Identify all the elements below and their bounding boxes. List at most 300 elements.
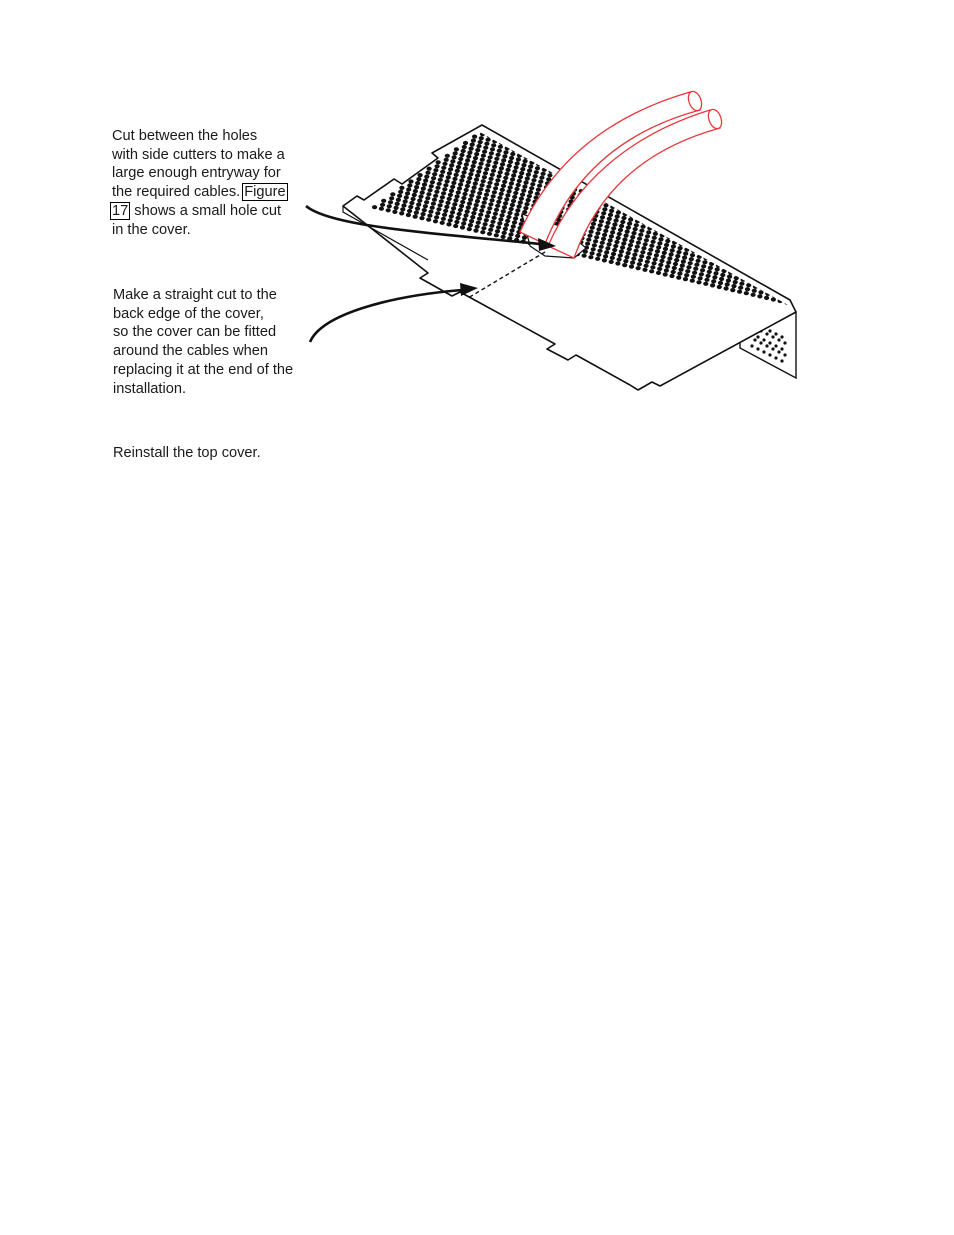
perforation-hole	[661, 229, 666, 233]
perforation-hole	[845, 242, 850, 246]
perforation-hole	[609, 260, 614, 264]
perforation-hole	[607, 191, 612, 195]
perforation-hole	[620, 173, 625, 177]
perforation-hole	[473, 156, 478, 160]
perforation-hole	[685, 222, 690, 226]
perforation-hole	[835, 227, 840, 231]
perforation-hole	[688, 261, 693, 265]
perforation-hole	[621, 169, 626, 173]
perforation-hole	[760, 235, 765, 239]
perforation-hole	[841, 229, 846, 233]
perforation-hole	[459, 204, 464, 208]
perforation-hole	[648, 222, 653, 226]
perforation-hole	[776, 230, 781, 234]
perforation-hole	[599, 245, 604, 249]
perforation-hole	[704, 205, 709, 209]
perforation-hole	[683, 179, 688, 183]
perforation-hole	[721, 269, 726, 273]
perforation-hole	[634, 172, 639, 176]
perforation-hole	[434, 215, 439, 219]
perforation-hole	[644, 213, 649, 217]
perforation-hole	[573, 158, 578, 162]
perforation-hole	[610, 256, 615, 260]
perforation-hole	[669, 201, 674, 205]
perforation-hole	[492, 165, 497, 169]
figure-reference-link-number[interactable]: 17	[112, 202, 129, 219]
perforation-hole	[624, 208, 629, 212]
perforation-hole	[649, 197, 654, 201]
perforation-hole	[612, 248, 617, 252]
perforation-hole	[784, 254, 789, 258]
perforation-hole	[459, 178, 464, 182]
perforation-hole	[579, 164, 584, 168]
perforation-hole	[871, 227, 876, 231]
perforation-hole	[547, 199, 552, 203]
perforation-hole	[609, 234, 614, 238]
perforation-hole	[853, 240, 858, 244]
perforation-hole	[804, 207, 809, 211]
perforation-hole	[772, 293, 777, 297]
perforation-hole	[788, 238, 793, 242]
perforation-hole	[667, 184, 672, 188]
perforation-hole	[476, 170, 481, 174]
perforation-hole	[855, 232, 860, 236]
perforation-hole	[638, 258, 643, 262]
perforation-hole	[617, 257, 622, 261]
perforation-hole	[639, 229, 644, 233]
perforation-hole	[615, 261, 620, 265]
perforation-hole	[751, 267, 756, 271]
perforation-hole	[686, 265, 691, 269]
flange-hole	[756, 347, 759, 350]
perforation-hole	[812, 256, 817, 260]
perforation-hole	[481, 179, 486, 183]
perforation-hole	[803, 262, 808, 266]
perforation-hole	[731, 212, 736, 216]
perforation-hole	[587, 187, 592, 191]
perforation-hole	[645, 260, 650, 264]
perforation-hole	[752, 263, 757, 267]
perforation-hole	[701, 239, 706, 243]
perforation-hole	[623, 186, 628, 190]
perforation-hole	[778, 248, 783, 252]
perforation-hole	[552, 157, 557, 161]
perforation-hole	[548, 246, 553, 250]
perforation-hole	[643, 242, 648, 246]
perforation-hole	[622, 165, 627, 169]
perforation-hole	[592, 218, 597, 222]
perforation-hole	[729, 220, 734, 224]
perforation-hole	[643, 191, 648, 195]
perforation-hole	[574, 205, 579, 209]
perforation-hole	[787, 267, 792, 271]
perforation-hole	[521, 163, 526, 167]
perforation-hole	[598, 172, 603, 176]
perforation-hole	[797, 257, 802, 261]
perforation-hole	[583, 224, 588, 228]
perforation-hole	[820, 279, 825, 283]
flange-hole	[765, 344, 768, 347]
note-text: shows a small hole cut	[130, 202, 282, 219]
perforation-hole	[652, 210, 657, 214]
perforation-hole	[497, 221, 502, 225]
perforation-hole	[766, 241, 771, 245]
perforation-hole	[571, 166, 576, 170]
perforation-hole	[771, 199, 776, 203]
perforation-hole	[691, 249, 696, 253]
perforation-hole	[794, 218, 799, 222]
perforation-hole	[754, 281, 759, 285]
perforation-hole	[614, 218, 619, 222]
perforation-hole	[570, 170, 575, 174]
perforation-hole	[514, 165, 519, 169]
perforation-hole	[399, 211, 404, 215]
perforation-hole	[649, 244, 654, 248]
perforation-hole	[688, 185, 693, 189]
flange-hole	[783, 353, 786, 356]
perforation-hole	[755, 277, 760, 281]
perforation-hole	[756, 273, 761, 277]
perforation-hole	[416, 203, 421, 207]
perforation-hole	[574, 231, 579, 235]
perforation-hole	[651, 240, 656, 244]
perforation-hole	[653, 232, 658, 236]
perforation-hole	[547, 173, 552, 177]
perforation-hole	[720, 226, 725, 230]
perforation-hole	[769, 280, 774, 284]
perforation-hole	[753, 259, 758, 263]
perforation-hole	[459, 153, 464, 157]
perforation-hole	[604, 250, 609, 254]
perforation-hole	[780, 291, 785, 295]
perforation-hole	[868, 235, 873, 239]
perforation-hole	[550, 212, 555, 216]
perforation-hole	[387, 204, 392, 208]
perforation-hole	[700, 243, 705, 247]
perforation-hole	[827, 229, 832, 233]
perforation-hole	[631, 210, 636, 214]
perforation-hole	[778, 299, 783, 303]
perforation-hole	[761, 206, 766, 210]
perforation-hole	[683, 277, 688, 281]
perforation-hole	[755, 251, 760, 255]
perforation-hole	[557, 214, 562, 218]
instruction-cut-between-holes	[112, 127, 312, 239]
perforation-hole	[477, 191, 482, 195]
perforation-hole	[527, 194, 532, 198]
perforation-hole	[825, 259, 830, 263]
perforation-hole	[540, 223, 545, 227]
perforation-hole	[785, 224, 790, 228]
perforation-hole	[776, 256, 781, 260]
perforation-hole	[798, 253, 803, 257]
perforation-hole	[669, 176, 674, 180]
perforation-hole	[702, 213, 707, 217]
perforation-hole	[480, 158, 485, 162]
perforation-hole	[783, 232, 788, 236]
perforation-hole	[598, 223, 603, 227]
perforation-hole	[739, 282, 744, 286]
perforation-hole	[712, 203, 717, 207]
perforation-hole	[637, 237, 642, 241]
perforation-hole	[471, 211, 476, 215]
perforation-hole	[555, 171, 560, 175]
perforation-hole	[427, 214, 432, 218]
perforation-hole	[798, 206, 803, 210]
perforation-hole	[474, 152, 479, 156]
perforation-hole	[654, 228, 659, 232]
perforation-hole	[847, 234, 852, 238]
perforation-hole	[779, 218, 784, 222]
perforation-hole	[573, 184, 578, 188]
perforation-hole	[575, 252, 580, 256]
note-line: Reinstall the top cover.	[113, 445, 261, 461]
perforation-hole	[477, 166, 482, 170]
perforation-hole	[825, 212, 830, 216]
perforation-hole	[562, 198, 567, 202]
perforation-hole	[751, 293, 756, 297]
perforation-hole	[741, 278, 746, 282]
perforation-hole	[532, 153, 537, 157]
perforation-hole	[657, 267, 662, 271]
perforation-hole	[718, 281, 723, 285]
perforation-hole	[697, 204, 702, 208]
perforation-hole	[655, 249, 660, 253]
perforation-hole	[747, 207, 752, 211]
perforation-hole	[554, 149, 559, 153]
perforation-hole	[480, 132, 485, 136]
perforation-hole	[883, 234, 888, 238]
perforation-hole	[730, 241, 735, 245]
perforation-hole	[665, 213, 670, 217]
perforation-hole	[809, 264, 814, 268]
perforation-hole	[482, 201, 487, 205]
perforation-hole	[789, 234, 794, 238]
perforation-hole	[417, 199, 422, 203]
perforation-hole	[583, 199, 588, 203]
perforation-hole	[501, 158, 506, 162]
perforation-hole	[566, 233, 571, 237]
perforation-hole	[646, 256, 651, 260]
perforation-hole	[749, 199, 754, 203]
perforation-hole	[801, 292, 806, 296]
perforation-hole	[703, 282, 708, 286]
perforation-hole	[400, 207, 405, 211]
perforation-hole	[487, 232, 492, 236]
perforation-hole	[649, 269, 654, 273]
perforation-hole	[473, 207, 478, 211]
perforation-hole	[511, 148, 516, 152]
perforation-hole	[442, 213, 447, 217]
perforation-hole	[851, 244, 856, 248]
perforation-hole	[811, 234, 816, 238]
perforation-hole	[497, 149, 502, 153]
perforation-hole	[650, 265, 655, 269]
perforation-hole	[640, 203, 645, 207]
perforation-hole	[521, 240, 526, 244]
perforation-hole	[830, 243, 835, 247]
perforation-hole	[804, 233, 809, 237]
perforation-hole	[440, 221, 445, 225]
perforation-hole	[639, 182, 644, 186]
perforation-hole	[681, 234, 686, 238]
perforation-hole	[519, 222, 524, 226]
perforation-hole	[684, 201, 689, 205]
perforation-hole	[509, 207, 514, 211]
perforation-hole	[522, 236, 527, 240]
perforation-hole	[538, 154, 543, 158]
perforation-hole	[487, 181, 492, 185]
perforation-hole	[724, 210, 729, 214]
perforation-hole	[699, 196, 704, 200]
perforation-hole	[705, 201, 710, 205]
perforation-hole	[822, 245, 827, 249]
perforation-hole	[807, 272, 812, 276]
perforation-hole	[565, 237, 570, 241]
perforation-hole	[836, 223, 841, 227]
perforation-hole	[639, 254, 644, 258]
perforation-hole	[483, 171, 488, 175]
perforation-hole	[494, 208, 499, 212]
perforation-hole	[741, 201, 746, 205]
perforation-hole	[831, 239, 836, 243]
perforation-hole	[486, 138, 491, 142]
perforation-hole	[811, 209, 816, 213]
perforation-hole	[633, 227, 638, 231]
perforation-hole	[714, 246, 719, 250]
perforation-hole	[476, 144, 481, 148]
perforation-hole	[508, 185, 513, 189]
perforation-hole	[696, 182, 701, 186]
perforation-hole	[493, 135, 498, 139]
perforation-hole	[839, 262, 844, 266]
perforation-hole	[642, 170, 647, 174]
perforation-hole	[483, 197, 488, 201]
perforation-hole	[565, 160, 570, 164]
perforation-hole	[413, 215, 418, 219]
perforation-hole	[541, 146, 546, 150]
perforation-hole	[581, 181, 586, 185]
perforation-hole	[503, 201, 508, 205]
perforation-hole	[445, 154, 450, 158]
perforation-hole	[667, 209, 672, 213]
perforation-hole	[671, 244, 676, 248]
perforation-hole	[593, 239, 598, 243]
perforation-hole	[739, 235, 744, 239]
perforation-hole	[764, 198, 769, 202]
perforation-hole	[506, 215, 511, 219]
perforation-hole	[480, 205, 485, 209]
perforation-hole	[672, 189, 677, 193]
perforation-hole	[863, 229, 868, 233]
perforation-hole	[652, 185, 657, 189]
perforation-hole	[512, 220, 517, 224]
perforation-hole	[730, 288, 735, 292]
perforation-hole	[690, 202, 695, 206]
figure-reference-link[interactable]: Figure	[244, 184, 286, 201]
perforation-hole	[676, 276, 681, 280]
perforation-hole	[758, 269, 763, 273]
perforation-hole	[399, 186, 404, 190]
perforation-hole	[695, 237, 700, 241]
perforation-hole	[440, 170, 445, 174]
perforation-hole	[575, 154, 580, 158]
perforation-hole	[448, 167, 453, 171]
perforation-hole	[442, 162, 447, 166]
perforation-hole	[469, 194, 474, 198]
perforation-hole	[486, 185, 491, 189]
perforation-hole	[497, 174, 502, 178]
perforation-hole	[512, 195, 517, 199]
perforation-hole	[824, 237, 829, 241]
perforation-hole	[732, 208, 737, 212]
perforation-hole	[434, 190, 439, 194]
perforation-hole	[678, 221, 683, 225]
perforation-hole	[658, 237, 663, 241]
flange-hole	[780, 347, 783, 350]
perforation-hole	[759, 265, 764, 269]
perforation-hole	[692, 220, 697, 224]
perforation-hole	[588, 157, 593, 161]
perforation-hole	[783, 279, 788, 283]
perforation-hole	[489, 177, 494, 181]
perforation-hole	[537, 209, 542, 213]
perforation-hole	[465, 158, 470, 162]
perforation-hole	[663, 272, 668, 276]
perforation-hole	[551, 234, 556, 238]
perforation-hole	[621, 216, 626, 220]
perforation-hole	[523, 206, 528, 210]
perforation-hole	[671, 219, 676, 223]
perforation-hole	[528, 190, 533, 194]
perforation-hole	[641, 174, 646, 178]
perforation-hole	[435, 211, 440, 215]
perforation-hole	[615, 214, 620, 218]
perforation-hole	[722, 243, 727, 247]
perforation-hole	[786, 297, 791, 301]
perforation-hole	[740, 231, 745, 235]
perforation-hole	[680, 238, 685, 242]
perforation-hole	[582, 228, 587, 232]
perforation-hole	[818, 210, 823, 214]
perforation-hole	[532, 200, 537, 204]
perforation-hole	[714, 195, 719, 199]
perforation-hole	[473, 182, 478, 186]
perforation-hole	[442, 187, 447, 191]
perforation-hole	[772, 268, 777, 272]
perforation-hole	[527, 220, 532, 224]
perforation-hole	[803, 237, 808, 241]
perforation-hole	[731, 237, 736, 241]
perforation-hole	[726, 202, 731, 206]
perforation-hole	[737, 192, 742, 196]
perforation-hole	[698, 251, 703, 255]
perforation-hole	[754, 208, 759, 212]
perforation-hole	[595, 231, 600, 235]
perforation-hole	[610, 179, 615, 183]
perforation-hole	[507, 236, 512, 240]
perforation-hole	[506, 142, 511, 146]
perforation-hole	[599, 219, 604, 223]
perforation-hole	[525, 224, 530, 228]
perforation-hole	[626, 226, 631, 230]
perforation-hole	[777, 226, 782, 230]
perforation-hole	[839, 237, 844, 241]
perforation-hole	[611, 252, 616, 256]
perforation-hole	[522, 210, 527, 214]
perforation-hole	[426, 192, 431, 196]
perforation-hole	[428, 188, 433, 192]
